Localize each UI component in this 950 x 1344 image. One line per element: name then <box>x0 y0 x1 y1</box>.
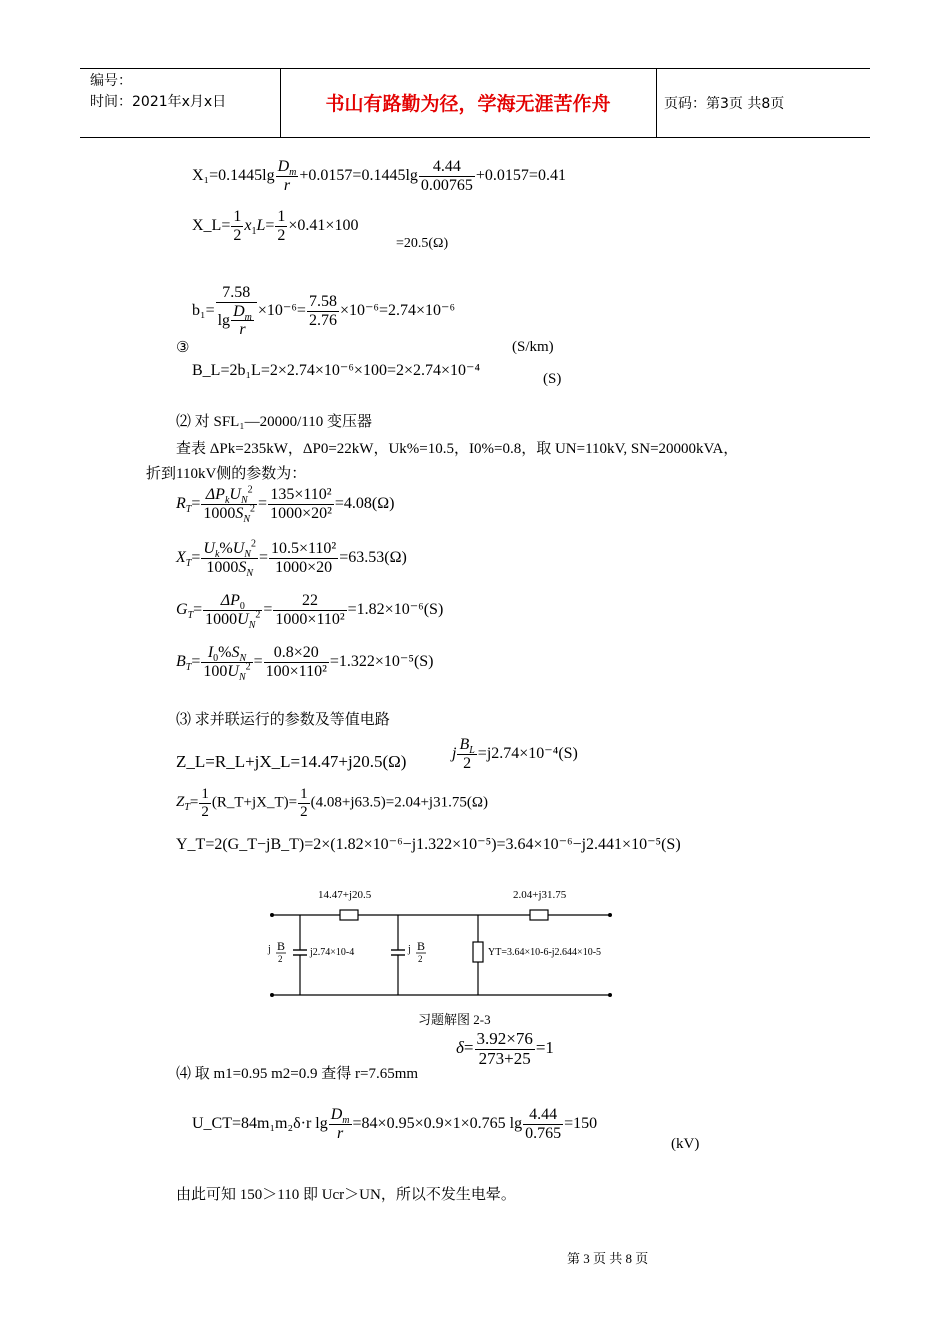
label-2: 2 <box>278 954 283 964</box>
label-j: j <box>268 944 271 955</box>
header-page: 页码：第3页 共8页 <box>664 96 785 112</box>
eq-xl-lead: X_L= <box>192 216 231 234</box>
eq-rt-tail: =4.08(Ω) <box>334 494 395 512</box>
eq-xl-tail: ×0.41×100 <box>288 216 359 234</box>
eq-b1-tail: ×10⁻⁶=2.74×10⁻⁶ <box>339 302 456 320</box>
eq-bt: $B_T=$ $\frac{I_0\%S_N}{100U_N^2}$ = $\frac{0.8\times 20}{\text{100×110²}}$ =1.322×10⁻⁵(S) <box>176 644 434 683</box>
frac-uct: $\frac{4.44}{0.765}$ <box>525 1106 562 1142</box>
section2-line2: 折到110kV侧的参数为： <box>146 466 307 482</box>
frac-gt-2: $\frac{22}{\text{1000×110²}}$ <box>275 592 345 628</box>
eq-bl: B_L=2b₁L=2×2.74×10⁻⁶×100=2×2.74×10⁻⁴ <box>192 362 481 379</box>
label-b: B <box>417 939 426 953</box>
header-motto: 书山有路勤为径，学海无涯苦作舟 <box>325 93 611 115</box>
frac-b1-2: $\frac{7.58}{2.76}$ <box>308 293 337 329</box>
label-c1: j2.74×10-4 <box>310 947 355 958</box>
terminal-dot <box>608 913 612 917</box>
header-meta <box>90 71 226 113</box>
eq-delta: δ= $\frac{3.92\times 76}{273+25}$ =1 <box>456 1029 554 1068</box>
terminal-dot <box>608 993 612 997</box>
unit-s-per-km: (S/km) <box>512 339 554 355</box>
frac-half-2: $\frac{1}{2}$ <box>277 208 286 244</box>
eq-zt-tail: (R_T+jX_T)= <box>211 794 298 811</box>
frac-b1: 7.58 lg $\frac{D_m}{r}$ <box>216 284 257 339</box>
eq-uct-tail: =150 <box>564 1114 598 1132</box>
admittance-yt <box>473 942 483 962</box>
eq-b1-lead: b₁= <box>192 302 215 320</box>
label-yt: YT=3.64×10-6-j2.644×10-5 <box>488 947 602 958</box>
terminal-dot <box>270 913 274 917</box>
frac-bt-2: $\frac{0.8\times 20}{\text{100×110²}}$ <box>265 644 327 680</box>
impedance-zl <box>340 910 358 920</box>
terminal-dot <box>270 993 274 997</box>
eq-b1 <box>192 284 455 339</box>
label-2: 2 <box>418 954 423 964</box>
section3-title: ⑶ 求并联运行的参数及等值电路 <box>176 712 390 728</box>
eq-uct-lead: U_CT=84m₁m₂δ·r lg <box>192 1114 328 1132</box>
page-header <box>80 68 870 138</box>
label-b: B <box>277 939 286 953</box>
eq-b1-mid: ×10⁻⁶= <box>257 302 306 320</box>
unit-s: (S) <box>543 371 562 387</box>
frac-bl-2: $\frac{B_L}{2}$ <box>459 736 475 772</box>
section2-line1: 查表 ΔPk=235kW，ΔP0=22kW，Uk%=10.5，I0%=0.8，取 UN=110kV, SN=20000kVA， <box>176 441 739 457</box>
eq-jbl-tail: =j2.74×10⁻⁴(S) <box>477 744 578 762</box>
impedance-zt <box>530 910 548 920</box>
header-divider <box>656 69 657 137</box>
eq-yt: Y_T=2(G_T−jB_T)=2×(1.82×10⁻⁶−j1.322×10⁻⁵)=3.64×10⁻⁶−j2.441×10⁻⁵(S) <box>176 836 681 853</box>
eq-x1-lead: X₁=0.1445lg <box>192 166 275 184</box>
section4-title: ⑷ 取 m1=0.95 m2=0.9 查得 r=7.65mm <box>176 1066 419 1082</box>
figure-caption: 习题解图 2-3 <box>418 1012 491 1027</box>
eq-delta-tail: =1 <box>535 1038 554 1058</box>
header-date: 时间：2021年x月x日 <box>90 94 227 110</box>
circle-three: ③ <box>176 340 190 356</box>
frac-rt: $\frac{\Delta P_kU_N^2}{1000S_N^2}$ <box>203 484 256 525</box>
eq-zt-tail2: (4.08+j63.5)=2.04+j31.75(Ω) <box>310 794 488 811</box>
eq-gt-tail: =1.82×10⁻⁶(S) <box>347 600 444 618</box>
frac-half: $\frac{1}{2}$ <box>233 208 242 244</box>
section2-title: ⑵ 对 SFL₁—20000/110 变压器 <box>176 414 372 430</box>
frac-dm-r: $\frac{D_m}{r}$ <box>277 158 297 194</box>
eq-xt: $X_T=$ $\frac{U_k\%U_N^2}{1000S_N}$ = $\frac{\text{10.5×110²}}{1000\times 20}$ =63.53(Ω) <box>176 538 407 579</box>
frac-dm-r-2: $\frac{D_m}{r}$ <box>330 1106 350 1142</box>
eq-xl: X_L= $\frac{1}{2}$ $x_1L=$ $\frac{1}{2}$ ×0.41×100 <box>192 208 359 244</box>
eq-xl-result: =20.5(Ω) <box>396 236 449 251</box>
eq-rt: $R_T=$ $\frac{\Delta P_kU_N^2}{1000S_N^2}$ = $\frac{\text{135×110²}}{\text{1000×20²}}$ =4.08(Ω) <box>176 484 395 525</box>
eq-gt: $G_T=$ $\frac{\Delta P_0}{1000U_N^2}$ = $\frac{22}{\text{1000×110²}}$ =1.82×10⁻⁶(S) <box>176 592 444 631</box>
frac-delta: $\frac{3.92\times 76}{273+25}$ <box>476 1029 533 1068</box>
eq-uct-mid: =84×0.95×0.9×1×0.765 lg <box>352 1114 523 1132</box>
eq-uct <box>192 1106 597 1142</box>
conclusion: 由此可知 150＞110 即 Ucr＞UN，所以不发生电晕。 <box>176 1187 516 1203</box>
frac-x1: $\frac{4.44}{0.00765}$ <box>420 158 473 194</box>
frac-gt: $\frac{\Delta P_0}{1000U_N^2}$ <box>205 592 261 631</box>
label-zl: 14.47+j20.5 <box>318 889 372 901</box>
frac-xt-2: $\frac{\text{10.5×110²}}{1000\times 20}$ <box>270 540 337 576</box>
eq-xt-tail: =63.53(Ω) <box>339 548 407 566</box>
unit-kv: (kV) <box>671 1136 700 1152</box>
eq-x1-mid: +0.0157=0.1445lg <box>299 166 418 184</box>
header-number: 编号： <box>90 73 132 89</box>
frac-xt: $\frac{U_k\%U_N^2}{1000S_N}$ <box>203 538 256 579</box>
header-divider <box>280 69 281 137</box>
frac-zt: $\frac{1}{2}$ <box>201 786 209 820</box>
eq-zl: Z_L=R_L+jX_L=14.47+j20.5(Ω) <box>176 752 407 771</box>
eq-x1 <box>192 158 566 194</box>
label-j: j <box>408 944 411 955</box>
eq-bt-tail: =1.322×10⁻⁵(S) <box>329 652 434 670</box>
footer-page: 第 3 页 共 8 页 <box>567 1251 649 1266</box>
eq-zt: $Z_T=$ $\frac{1}{2}$ (R_T+jX_T)= $\frac{1}{2}$ (4.08+j63.5)=2.04+j31.75(Ω) <box>176 786 488 820</box>
frac-bt: $\frac{I_0\%S_N}{100U_N^2}$ <box>203 644 251 683</box>
frac-zt-2: $\frac{1}{2}$ <box>300 786 308 820</box>
frac-rt-2: $\frac{\text{135×110²}}{\text{1000×20²}}$ <box>270 486 332 522</box>
eq-jbl: j $\frac{B_L}{2}$ =j2.74×10⁻⁴(S) <box>452 736 578 772</box>
label-zt: 2.04+j31.75 <box>513 889 567 901</box>
eq-x1-tail: +0.0157=0.41 <box>475 166 566 184</box>
